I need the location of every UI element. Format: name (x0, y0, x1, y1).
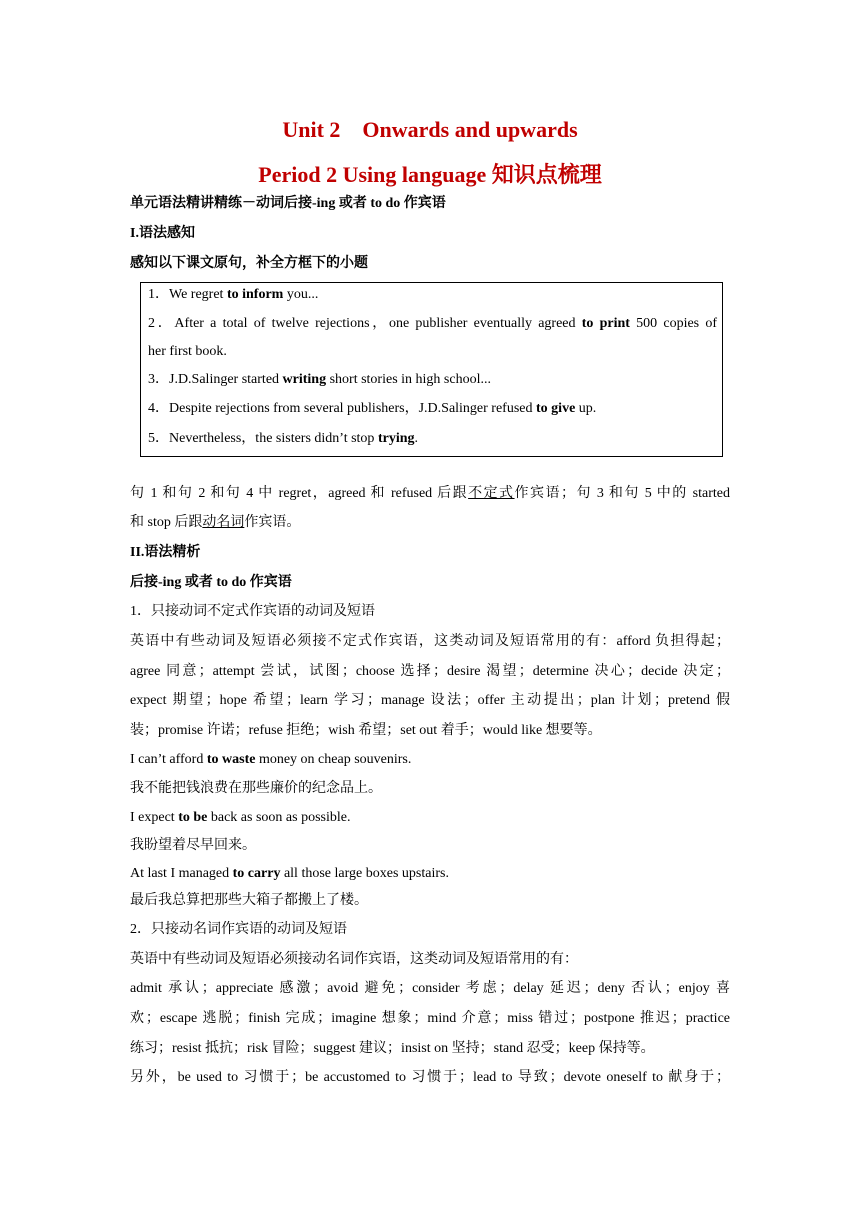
point-1-line: 装；promise 许诺；refuse 拒绝；wish 希望；set out 着手；would like 想要等。 (130, 723, 602, 738)
point-1-line: agree 同意；attempt 尝试，试图；choose 选择；desire 渴望；determine 决心；decide 决定； (130, 664, 730, 679)
box-sentence-2: 2．After a total of twelve rejections，one publisher eventually agreed to print 500 copies of (148, 316, 717, 331)
period-title: Period 2 Using language 知识点梳理 (258, 162, 602, 187)
grammar-heading: 单元语法精讲精练－动词后接-ing 或者 to do 作宾语 (130, 196, 446, 211)
example-3-en: At last I managed to carry all those large boxes upstairs. (130, 866, 449, 881)
example-2-cn: 我盼望着尽早回来。 (130, 838, 256, 853)
unit-title: Unit 2 Onwards and upwards (282, 117, 578, 142)
point-1-line: expect 期望；hope 希望；learn 学习；manage 设法；offer 主动提出；plan 计划；pretend 假 (130, 693, 730, 708)
point-2-line: admit 承认；appreciate 感激；avoid 避免；consider 考虑；delay 延迟；deny 否认；enjoy 喜 (130, 981, 730, 996)
box-sentence-2-cont: her first book. (148, 344, 227, 359)
section-perception-heading: I.语法感知 (130, 226, 195, 241)
point-2-line: 欢；escape 逃脱；finish 完成；imagine 想象；mind 介意；miss 错过；postpone 推迟；practice (130, 1011, 730, 1026)
answer-line-2: 和 stop 后跟动名词作宾语。 (130, 515, 301, 530)
section-analysis-heading: II.语法精析 (130, 545, 201, 560)
example-2-en: I expect to be back as soon as possible. (130, 810, 351, 825)
sub-heading: 后接-ing 或者 to do 作宾语 (130, 575, 292, 590)
example-1-en: I can’t afford to waste money on cheap souvenirs. (130, 752, 412, 767)
box-sentence-4: 4．Despite rejections from several publishers，J.D.Salinger refused to give up. (148, 401, 597, 416)
box-sentence-3: 3．J.D.Salinger started writing short stories in high school... (148, 372, 491, 387)
point-2-line: 另外，be used to 习惯于；be accustomed to 习惯于；lead to 导致；devote oneself to 献身于； (130, 1070, 730, 1085)
point-1-title: 1．只接动词不定式作宾语的动词及短语 (130, 604, 375, 619)
point-2-line: 练习；resist 抵抗；risk 冒险；suggest 建议；insist on 坚持；stand 忍受；keep 保持等。 (130, 1041, 655, 1056)
example-1-cn: 我不能把钱浪费在那些廉价的纪念品上。 (130, 781, 382, 796)
box-sentence-5: 5．Nevertheless，the sisters didn’t stop trying. (148, 431, 418, 446)
answer-line-1: 句 1 和句 2 和句 4 中 regret，agreed 和 refused 后跟不定式作宾语；句 3 和句 5 中的 started (130, 486, 731, 501)
box-sentence-1: 1．We regret to inform you... (148, 287, 319, 302)
point-2-title: 2．只接动名词作宾语的动词及短语 (130, 922, 347, 937)
instruction-text: 感知以下课文原句，补全方框下的小题 (130, 256, 368, 271)
example-sentence-box (140, 282, 723, 457)
example-3-cn: 最后我总算把那些大箱子都搬上了楼。 (130, 893, 368, 908)
point-2-intro: 英语中有些动词及短语必须接动名词作宾语，这类动词及短语常用的有： (130, 952, 578, 967)
point-1-line: 英语中有些动词及短语必须接不定式作宾语，这类动词及短语常用的有：afford 负担得起； (130, 634, 730, 649)
